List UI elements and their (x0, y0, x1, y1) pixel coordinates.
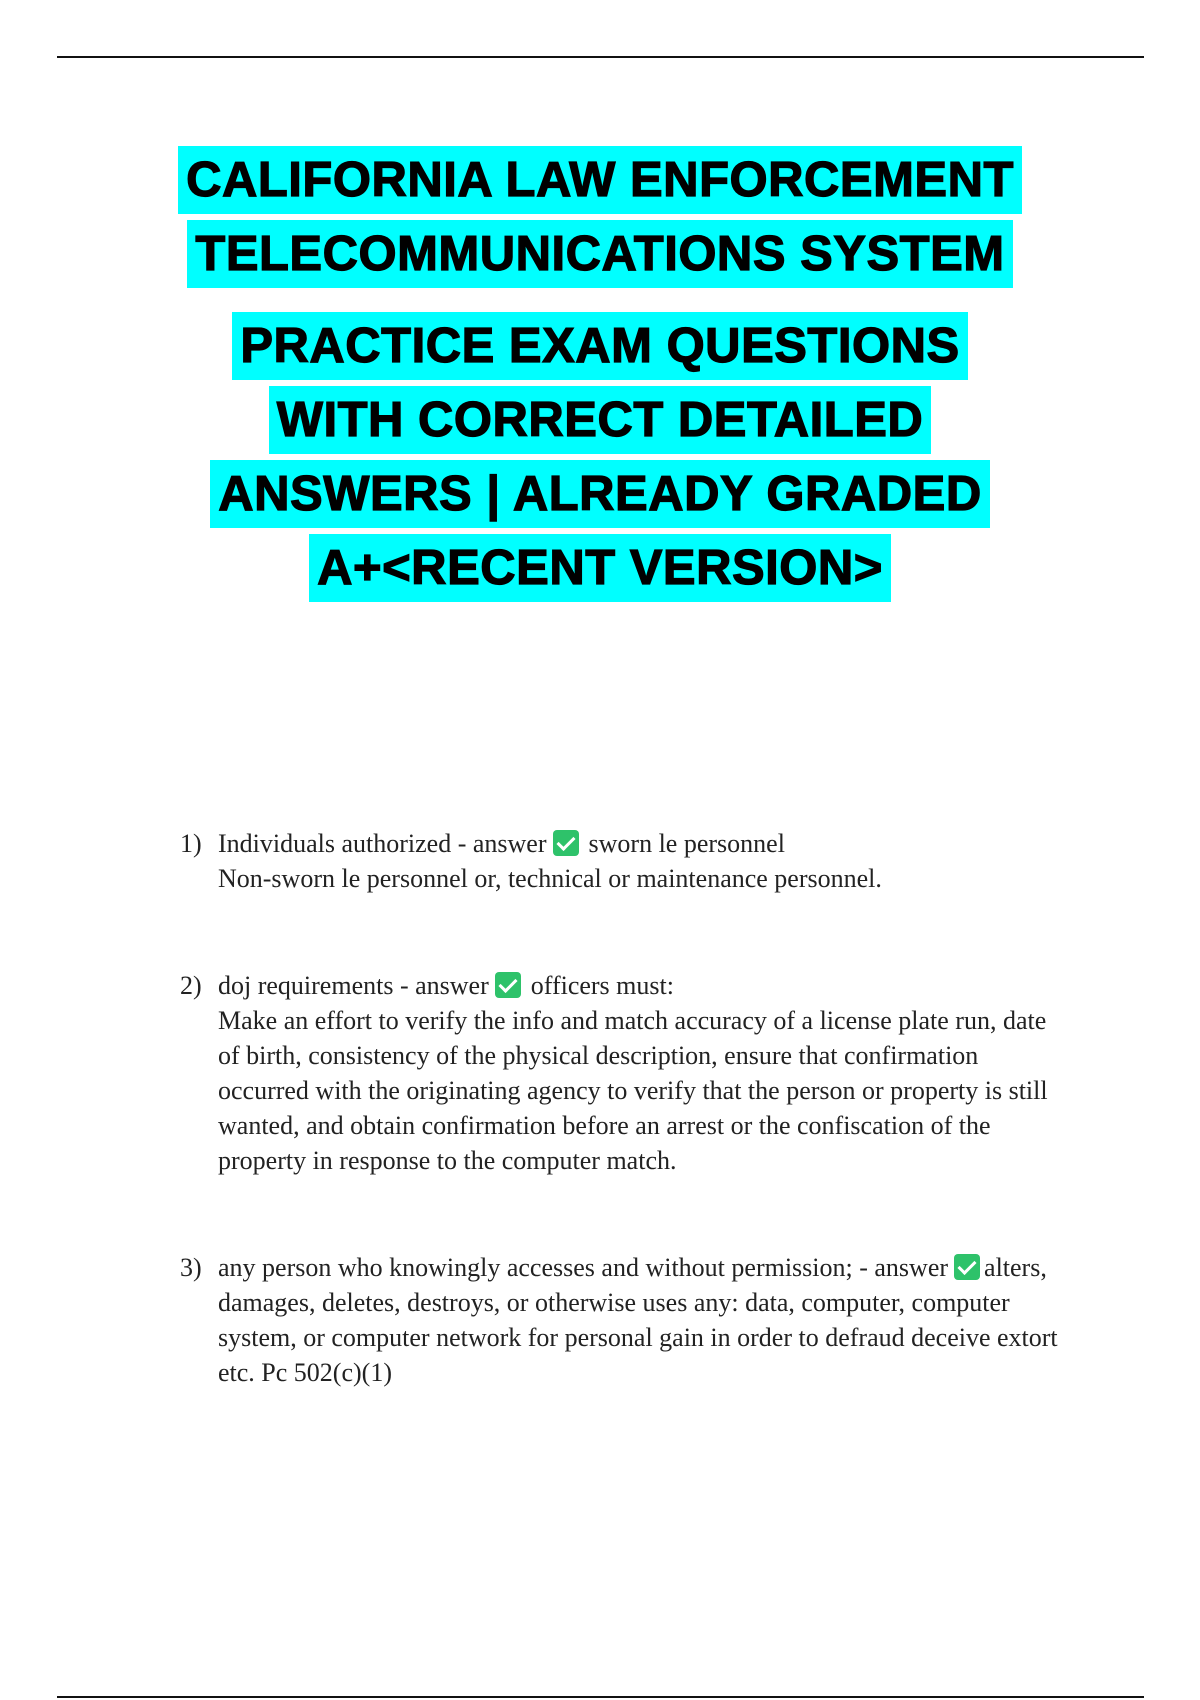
question-number: 3) (180, 1253, 202, 1282)
title-line-6: A+<RECENT VERSION> (309, 534, 891, 602)
check-mark-icon (495, 972, 521, 998)
question-number: 1) (180, 829, 202, 858)
document-title (0, 146, 1200, 608)
title-line-2: TELECOMMUNICATIONS SYSTEM (187, 220, 1012, 288)
question-item (180, 1250, 1060, 1390)
question-prompt: doj requirements - answer (218, 971, 489, 1000)
top-rule (57, 56, 1144, 58)
title-line-4: WITH CORRECT DETAILED (269, 386, 932, 454)
check-mark-icon (954, 1254, 980, 1280)
bottom-rule (57, 1696, 1144, 1698)
question-prompt: Individuals authorized - answer (218, 829, 547, 858)
question-number: 2) (180, 971, 202, 1000)
question-list (180, 826, 1060, 1390)
question-prompt: any person who knowingly accesses and without permission; - answer (218, 1253, 949, 1282)
title-line-5: ANSWERS | ALREADY GRADED (210, 460, 990, 528)
question-item (180, 826, 1060, 896)
question-answer: sworn le personnel Non-sworn le personnel or, technical or maintenance personnel. (218, 829, 882, 893)
title-line-1: CALIFORNIA LAW ENFORCEMENT (178, 146, 1022, 214)
title-line-3: PRACTICE EXAM QUESTIONS (232, 312, 967, 380)
question-answer: alters, damages, deletes, destroys, or otherwise uses any: data, computer, computer system, or computer network for personal gain in order to defraud deceive extort etc. Pc 502(c)(1) (218, 1253, 1058, 1387)
check-mark-icon (553, 830, 579, 856)
question-answer: officers must: Make an effort to verify the info and match accuracy of a license plate run, date of birth, consistency of the physical description, ensure that confirmation occurred with the originating agency to verify that the person or property is still wanted, and obtain confirmation before an arrest or the confiscation of the property in response to the computer match. (218, 971, 1048, 1175)
question-item (180, 968, 1060, 1178)
